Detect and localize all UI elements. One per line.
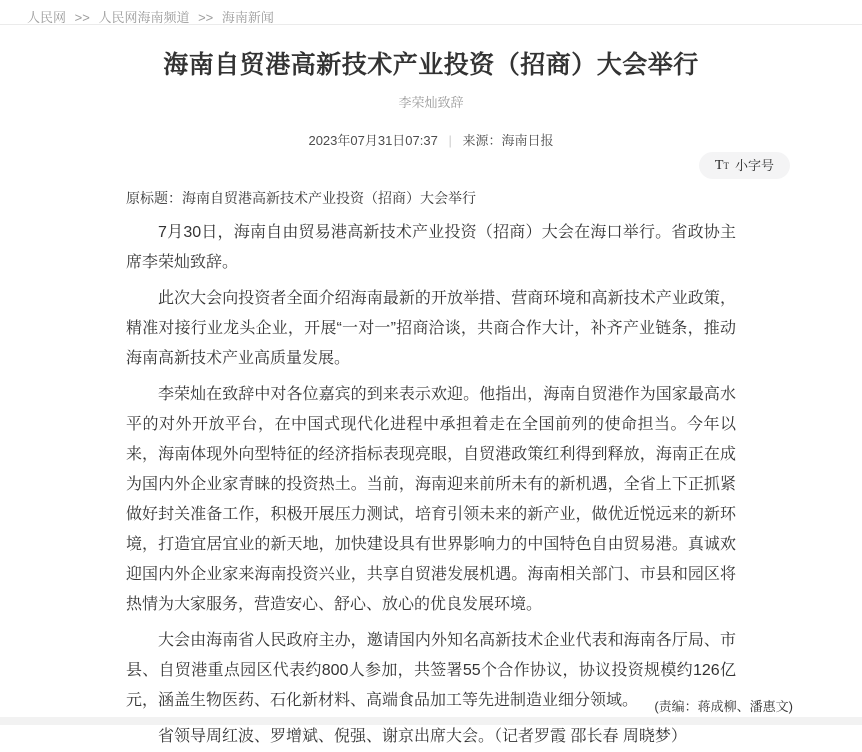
breadcrumb-link-hainan-news[interactable]: 海南新闻 [221,10,274,25]
article-paragraph: 大会由海南省人民政府主办，邀请国内外知名高新技术企业代表和海南各厅局、市县、自贸港重点园区代表约800人参加，共签署55个合作协议，协议投资规模约126亿元，涵盖生物医药、石化新材料、高端食品加工等先进制造业细分领域。 [126,632,736,709]
font-size-icon: T T [714,157,729,173]
footer-strip [0,717,862,725]
page-title: 海南自贸港高新技术产业投资（招商）大会举行 [163,51,699,79]
source-link[interactable]: 海南日报 [501,133,554,148]
article-meta [0,132,862,149]
article-paragraph: 此次大会向投资者全面介绍海南最新的开放举措、营商环境和高新技术产业政策，精准对接行业龙头企业，开展“一对一”招商洽谈，共商合作大计，补齐产业链条，推动海南高新技术产业高质量发展。 [126,290,736,367]
breadcrumb-separator: >> [74,10,90,25]
publish-datetime: 2023年07月31日07:37 [308,133,438,148]
article-body [126,185,736,752]
font-size-button-label: 小字号 [734,158,774,173]
article-subtitle: 李荣灿致辞 [398,95,464,110]
article-paragraph: 李荣灿在致辞中对各位嘉宾的到来表示欢迎。他指出，海南自贸港作为国家最高水平的对外开放平台，在中国式现代化进程中承担着走在全国前列的使命担当。今年以来，海南体现外向型特征的经济指标表现亮眼，自贸港政策红利得到释放，海南正在成为国内外企业家青睐的投资热土。当前，海南迎来前所未有的新机遇，全省上下正抓紧做好封关准备工作，积极开展压力测试，培育引领未来的新产业，做优近悦远来的新环境，打造宜居宜业的新天地，加快建设具有世界影响力的中国特色自由贸易港。真诚欢迎国内外企业家来海南投资兴业，共享自贸港发展机遇。海南相关部门、市县和园区将热情为大家服务，营造安心、舒心、放心的优良发展环境。 [126,386,736,613]
breadcrumb-link-people[interactable]: 人民网 [27,10,67,25]
article-paragraph: 省领导周红波、罗增斌、倪强、谢京出席大会。（记者罗霞 邵长春 周晓梦） [158,728,687,745]
breadcrumb [0,0,862,24]
original-title: 原标题：海南自贸港高新技术产业投资（招商）大会举行 [126,190,476,206]
article-paragraph: 7月30日，海南自由贸易港高新技术产业投资（招商）大会在海口举行。省政协主席李荣灿致辞。 [126,224,736,271]
breadcrumb-separator: >> [198,10,214,25]
editors-note: (责编：蒋成柳、潘惠文) [654,699,793,714]
source-label: 来源： [462,133,502,148]
article-header [0,47,862,149]
font-size-button[interactable] [699,152,790,179]
meta-pipe-separator: | [448,133,452,148]
breadcrumb-link-hainan-channel[interactable]: 人民网海南频道 [98,10,190,25]
